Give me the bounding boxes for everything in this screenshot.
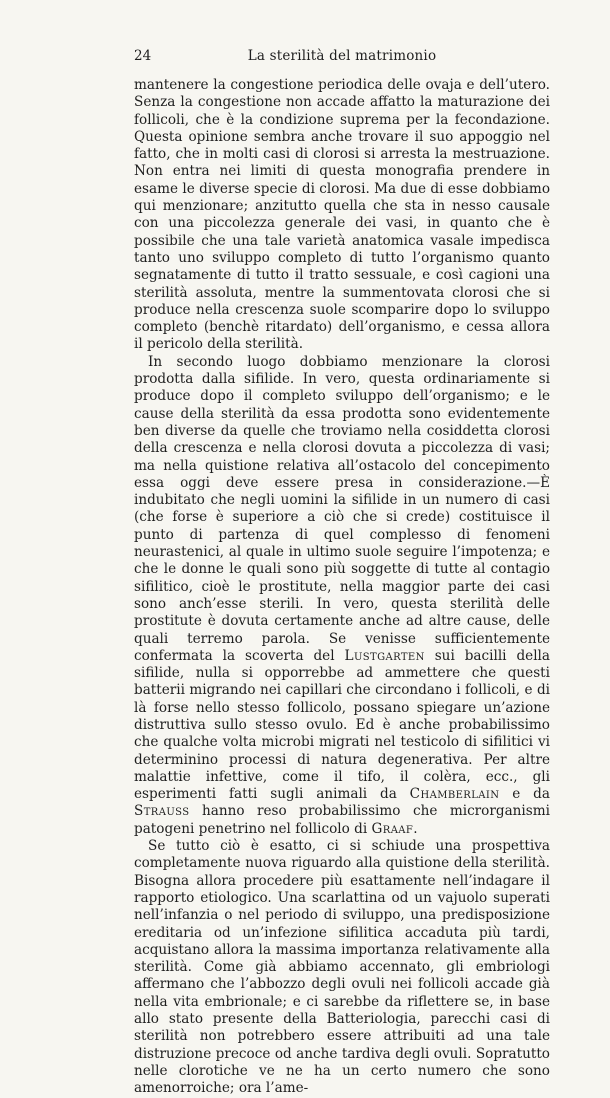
text-run: sui bacilli della sifilide, nulla si opporrebbe ad ammettere che questi batterii migrando nei capillari che circondano i follicoli, e di là forse nello stesso follicolo, possano spiegare un’azione distruttiva sullo stesso ovulo. Ed è anche probabilissimo che qualche volta microbi migrati nel testicolo di sifilitici vi determinino processi di natura degenerativa. Per altre malattie infettive, come il tifo, il colèra, ecc., gli esperimenti fatti sugli animali da: [134, 647, 550, 803]
running-head: [134, 46, 550, 66]
text-run: e da: [499, 786, 550, 803]
body-text: [134, 77, 550, 1098]
text-run: .: [413, 820, 418, 837]
text-run: mantenere la congestione periodica delle ovaja e dell’utero. Senza la congestione non accade affatto la maturazione dei follicoli, che è la condizione suprema per la fecondazione. Questa opinione sembra anche trovare il suo appoggio nel fatto, che in molti casi di clorosi si arresta la mestruazione. Non entra nei limiti di questa monografia prendere in esame le diverse specie di clorosi. Ma due di esse dobbiamo qui menzionare; anzitutto quella che sta in nesso causale con una piccolezza generale dei vasi, in quanto che è possibile che una tale varietà anatomica vasale impedisca tanto uno sviluppo completo di tutto l’organismo quanto segnatamente di tutto il tratto sessuale, e così cagioni una sterilità assoluta, mentre la summentovata clorosi che si produce nella crescenza suole scomparire dopo lo sviluppo completo (benchè ritardato) dell’organismo, e cessa allora il pericolo della sterilità.: [134, 77, 550, 353]
author-name: Graaf: [371, 820, 414, 837]
paragraph: [134, 838, 550, 1097]
page-number: 24: [134, 48, 152, 64]
paragraph: [134, 77, 550, 354]
running-title: La sterilità del matrimonio: [247, 48, 437, 64]
paragraph: [134, 354, 550, 838]
author-name: Chamberlain: [409, 786, 500, 803]
text-run: In secondo luogo dobbiamo menzionare la clorosi prodotta dalla sifilide. In vero, questa ordinariamente si produce dopo il completo sviluppo dell’organismo; e le cause della sterilità da essa prodotta sono evidentemente ben diverse da quelle che troviamo nella cosiddetta clorosi della crescenza e nella clorosi dovuta a piccolezza di vasi; ma nella quistione relativa all’ostacolo del concepimento essa oggi deve essere presa in considerazione.—È indubitato che negli uomini la sifilide in un numero di casi (che forse è superiore a ciò che si crede) costituisce il punto di partenza di quel complesso di fenomeni neurastenici, al quale in ultimo suole seguire l’impotenza; e che le donne le quali sono più soggette di tutte al contagio sifilitico, cioè le prostitute, nella maggior parte dei casi sono anch’esse sterili. In vero, questa sterilità delle prostitute è dovuta certamente anche ad altre cause, delle quali terremo parola. Se venisse sufficientemente confermata la scoverta del: [134, 353, 550, 664]
author-name: Strauss: [134, 803, 190, 820]
author-name: Lustgarten: [344, 647, 425, 664]
text-run: hanno reso probabilissimo che microrganismi patogeni penetrino nel follicolo di: [134, 803, 550, 837]
text-run: Se tutto ciò è esatto, ci si schiude una prospettiva completamente nuova riguardo alla quistione della sterilità. Bisogna allora procedere più esattamente nell’indagare il rapporto etiologico. Una scarlattina od un vajuolo superati nell’infanzia o nel periodo di sviluppo, una predisposizione ereditaria od un’infezione sifilitica accaduta più tardi, acquistano allora la massima importanza relativamente alla sterilità. Come già abbiamo accennato, gli embriologi affermano che l’abbozzo degli ovuli nei follicoli accade già nella vita embrionale; e ci sarebbe da riflettere se, in base allo stato presente della Batteriologia, parecchi casi di sterilità non potrebbero essere attribuiti ad una tale distruzione precoce od anche tardiva degli ovuli. Sopratutto nelle clorotiche ve ne ha un certo numero che sono amenorroiche; ora l’ame-: [134, 838, 550, 1097]
